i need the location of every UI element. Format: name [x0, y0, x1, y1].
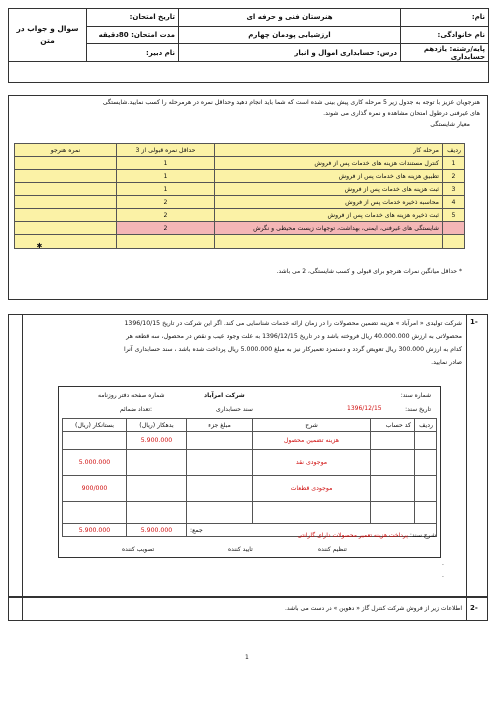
name-label: نام:	[401, 9, 489, 27]
table-row	[15, 170, 465, 183]
row-no: 1	[443, 157, 465, 170]
q1-line-2: محصولاتی به ارزش 40.000.000 ریال فروخته باشد و در تاریخ 1396/12/15 به علت وجود عیب و نقص در محصول، سه قطعه هر	[126, 333, 462, 340]
voucher-row-desc: موجودی نقد	[253, 450, 371, 476]
voucher-date: 1396/12/15	[347, 405, 382, 412]
dot-mark: .	[442, 560, 444, 567]
row-task: تطبیق هزینه های خدمات پس از فروش	[215, 170, 443, 183]
row-task: ثبت هزینه های خدمات پس از فروش	[215, 183, 443, 196]
row-score[interactable]	[15, 170, 117, 183]
voucher-total-debit: 5.900.000	[127, 524, 187, 537]
voucher-row	[63, 432, 437, 450]
row-min: 2	[117, 209, 215, 222]
sign-ratifier: تصویب کننده	[122, 546, 155, 553]
number-divider	[466, 597, 468, 621]
voucher-row-desc: موجودی قطعات	[253, 476, 371, 502]
course-label: درس: حسابداری اموال و انبار	[179, 44, 401, 62]
row-min: 2	[117, 222, 215, 235]
col-header-score: نمره هنرجو	[15, 144, 117, 157]
vh-desc: شرح	[253, 419, 371, 432]
pink-row	[15, 222, 465, 235]
row-task: شایستگی های غیرفنی، ایمنی، بهداشت، توجهات زیست محیطی و نگرش	[215, 222, 443, 235]
teacher-label: نام دبیر:	[87, 44, 179, 62]
intro-text	[16, 97, 480, 130]
q1-line-4: صادر نمایید.	[431, 359, 462, 366]
voucher-row	[63, 502, 437, 524]
row-no	[443, 222, 465, 235]
row-min: 1	[117, 183, 215, 196]
table-row	[15, 209, 465, 222]
row-score[interactable]	[15, 196, 117, 209]
criteria-title: معیار شایستگی	[430, 121, 470, 128]
voucher-header-row	[63, 419, 437, 432]
voucher-company: شرکت امرآباد	[204, 392, 245, 399]
score-divider	[22, 314, 24, 597]
col-header-min: حداقل نمره قبولی از 3	[117, 144, 215, 157]
row-min: 1	[117, 170, 215, 183]
voucher-journal-label: شماره صفحه دفتر روزنامه	[98, 392, 165, 399]
sign-preparer: تنظیم کننده	[318, 546, 347, 553]
doc-desc-value: پرداخت هزینه تعمیر محصولات دارای گارانتی	[297, 532, 408, 539]
question-2-text: اطلاعات زیر از فروش شرکت کنترل گاز « دهوین » در دست می باشد.	[284, 605, 462, 612]
voucher-row	[63, 450, 437, 476]
voucher-total-label: جمع:	[187, 524, 437, 537]
page-number: 1	[245, 654, 249, 661]
voucher-table	[62, 418, 437, 537]
voucher-row-debit	[127, 476, 187, 502]
voucher-row-desc: هزینه تضمین محصول	[253, 432, 371, 450]
blank-row	[9, 62, 489, 83]
voucher-doc-no-label: شماره سند:	[400, 392, 431, 399]
row-min: 2	[117, 196, 215, 209]
row-task: کنترل مستندات هزینه های خدمات پس از فروش	[215, 157, 443, 170]
intro-line-1: هنرجویان عزیز با توجه به جدول زیر 5 مرحله کاری پیش بینی شده است که شما باید انجام دهید وحداقل نمره در هرمرحله را کسب نمایید.شایستگی	[102, 99, 480, 106]
voucher-attachments-label: تعداد ضمائم:	[120, 406, 153, 413]
criteria-header-row	[15, 144, 465, 157]
duration-label: مدت امتحان:	[131, 31, 175, 40]
doc-desc-label: شرح سند:	[409, 532, 436, 539]
voucher-row-credit: 900/000	[63, 476, 127, 502]
question-1-number: 1-	[470, 318, 478, 326]
vh-no: ردیف	[415, 419, 437, 432]
criteria-note: * حداقل میانگین نمرات هنرجو برای قبولی و کسب شایستگی، 2 می باشد.	[276, 268, 462, 275]
row-no: 3	[443, 183, 465, 196]
row-score[interactable]	[15, 222, 117, 235]
voucher-row-credit: 5.000.000	[63, 450, 127, 476]
grade-label: پایه/رشته: یازدهم حسابداری	[401, 44, 489, 62]
number-divider	[466, 314, 468, 597]
criteria-table	[14, 143, 465, 249]
question-1-text	[34, 317, 462, 369]
school-name: هنرستان فنی و حرفه ای	[179, 9, 401, 27]
row-score[interactable]	[15, 157, 117, 170]
table-row	[15, 157, 465, 170]
voucher-row-credit	[63, 432, 127, 450]
vh-debit: بدهکار (ریال)	[127, 419, 187, 432]
row-score[interactable]	[15, 209, 117, 222]
q1-line-3: کدام به ارزش 300.000 ریال تعویض گردد و دستمزد تعمیرکار نیز به مبلغ 5.000.000 ریال پرداخت شده باشد ، سند حسابداری آنرا	[123, 346, 462, 353]
intro-line-2: های غیرفنی درطول امتحان مشاهده و نمره گذاری می شوند.	[323, 110, 480, 117]
vh-partial: مبلغ جزء	[187, 419, 253, 432]
voucher-row-debit: 5.900.000	[127, 432, 187, 450]
dot-mark: .	[442, 572, 444, 579]
duration	[87, 26, 179, 44]
module-title: ارزشیابی پودمان چهارم	[179, 26, 401, 44]
voucher-date-label: تاریخ سند:	[405, 406, 431, 413]
vh-code: کد حساب	[371, 419, 415, 432]
table-row	[15, 196, 465, 209]
row-task: ثبت ذخیره هزینه های خدمات پس از فروش	[215, 209, 443, 222]
family-label: نام خانوادگی:	[401, 26, 489, 44]
row-no: 4	[443, 196, 465, 209]
voucher-doc-desc	[66, 532, 436, 539]
row-task: محاسبه ذخیره خدمات پس از فروش	[215, 196, 443, 209]
voucher-row-debit	[127, 450, 187, 476]
vh-credit: بستانکار (ریال)	[63, 419, 127, 432]
empty-row	[15, 235, 465, 249]
voucher-total-credit: 5.900.000	[63, 524, 127, 537]
exam-header	[8, 8, 488, 83]
q1-line-1: شرکت تولیدی « امرآباد » هزینه تضمین محصولات را در زمان ارائه خدمات شناسایی می کند. اگر این شرکت در تاریخ 1396/10/15	[124, 320, 462, 327]
col-header-no: ردیف	[443, 144, 465, 157]
duration-value: 80دقیقه	[98, 31, 129, 40]
voucher-row-credit	[63, 502, 127, 524]
col-header-task: مرحله کار	[215, 144, 443, 157]
voucher-doc-title: سند حسابداری	[216, 406, 253, 413]
row-score[interactable]	[15, 183, 117, 196]
sign-approver: تایید کننده	[228, 546, 253, 553]
row-no: 2	[443, 170, 465, 183]
row-no: 5	[443, 209, 465, 222]
table-row	[15, 183, 465, 196]
exam-date-label: تاریخ امتحان:	[87, 9, 179, 27]
score-divider	[22, 597, 24, 621]
bullet-icon: ✱	[36, 241, 43, 250]
voucher-row-desc	[253, 502, 371, 524]
voucher-row-debit	[127, 502, 187, 524]
row-min: 1	[117, 157, 215, 170]
voucher-row	[63, 476, 437, 502]
side-title: سوال و جواب در متن	[9, 9, 87, 62]
question-2-number: 2-	[470, 604, 478, 612]
